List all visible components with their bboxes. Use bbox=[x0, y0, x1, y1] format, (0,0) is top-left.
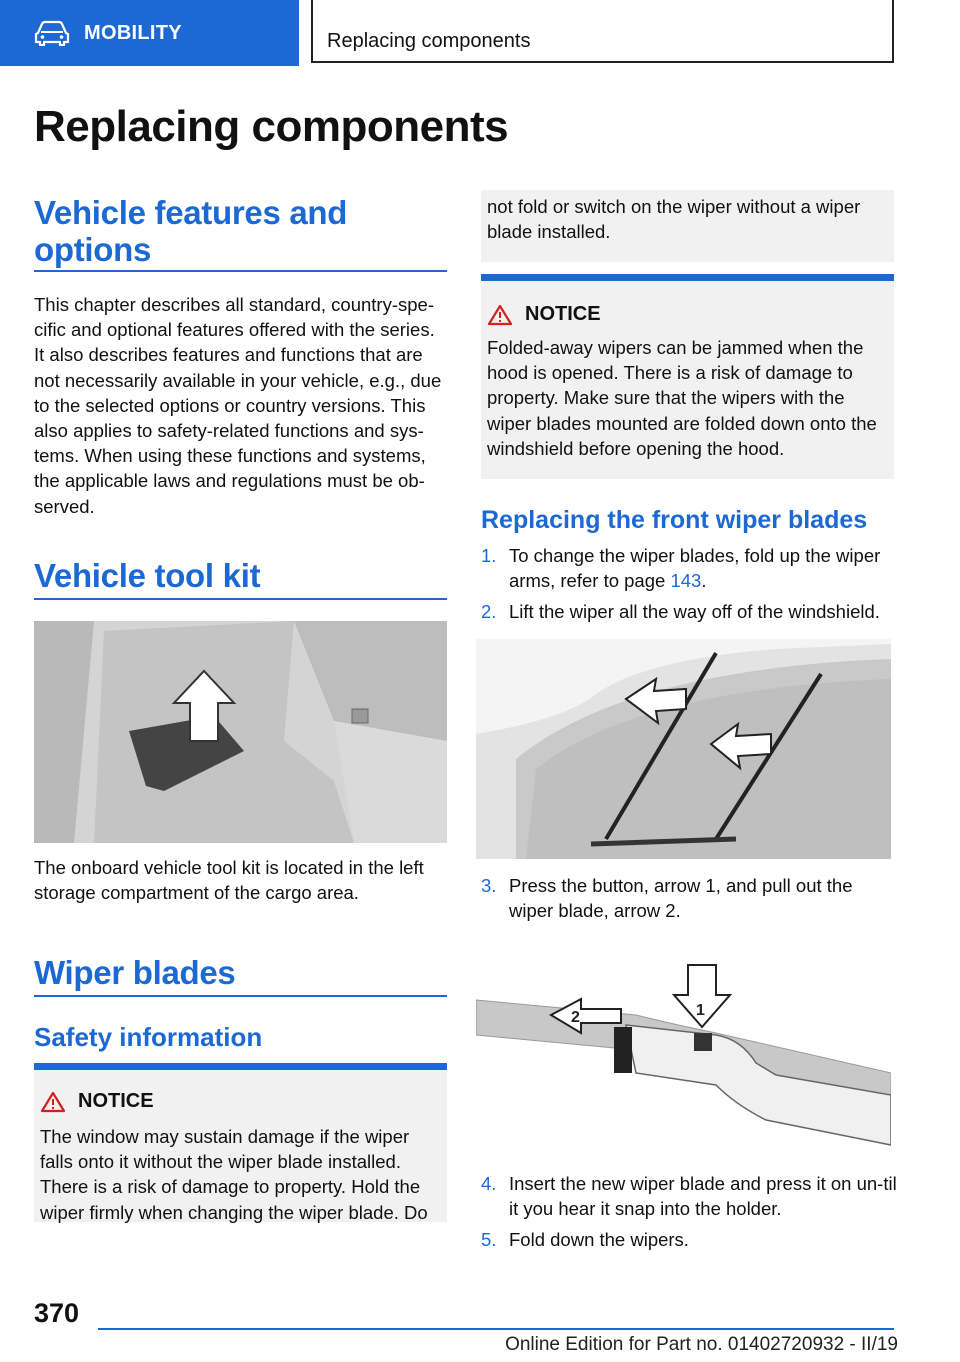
list-item: 1. To change the wiper blades, fold up the wiper arms, refer to page 143. bbox=[481, 545, 881, 592]
notice-text: not fold or switch on the wiper without a wiper blade installed. bbox=[487, 196, 861, 243]
warning-icon bbox=[487, 304, 513, 326]
running-header-title: Replacing components bbox=[327, 30, 531, 52]
features-heading: Vehicle features and options bbox=[34, 194, 348, 268]
notice-text: The window may sustain damage if the wiper falls onto it without the wiper blade installed. There is a risk of damage to property. Hold the wiper firmly when changing the wiper blade. Do bbox=[40, 1126, 428, 1223]
notice-box bbox=[34, 1070, 447, 1222]
notice-box-continued bbox=[481, 190, 894, 262]
running-header bbox=[311, 0, 894, 63]
divider bbox=[34, 995, 447, 997]
features-text: This chapter describes all standard, country-spe-cific and optional features offered with the series. It also describes features and functions that are not necessarily available in your vehicle, e.g., due to the selected options or country versions. This also applies to safety-related functions and sys-tems. When using these functions and systems, the applicable laws and regulations must be ob-served. bbox=[34, 294, 442, 517]
page-number: 370 bbox=[34, 1298, 80, 1328]
list-item: 4. Insert the new wiper blade and press it on un-til it you hear it snap into the holder. bbox=[481, 1173, 897, 1220]
figure-label-1: 1 bbox=[696, 1002, 705, 1019]
wiper-arms-figure bbox=[476, 639, 891, 859]
list-item: 5. Fold down the wipers. bbox=[481, 1229, 689, 1250]
section-label: MOBILITY bbox=[84, 21, 182, 44]
notice-bar bbox=[34, 1063, 447, 1070]
car-icon bbox=[34, 20, 70, 46]
footer-divider bbox=[98, 1328, 894, 1330]
edition-text: Online Edition for Part no. 01402720932 - II/19 bbox=[505, 1334, 898, 1355]
wiper-blade-figure bbox=[476, 955, 891, 1160]
figure-label-2: 2 bbox=[571, 1009, 580, 1026]
warning-icon bbox=[40, 1091, 66, 1113]
divider bbox=[34, 270, 447, 272]
replace-heading: Replacing the front wiper blades bbox=[481, 506, 868, 534]
notice-title: NOTICE bbox=[40, 1090, 154, 1113]
section-tab[interactable] bbox=[0, 0, 299, 66]
safety-heading: Safety information bbox=[34, 1022, 263, 1052]
notice-title: NOTICE bbox=[487, 303, 601, 326]
notice-box bbox=[481, 281, 894, 479]
list-item: 3. Press the button, arrow 1, and pull out the wiper blade, arrow 2. bbox=[481, 875, 853, 922]
page-title: Replacing components bbox=[34, 102, 509, 151]
toolkit-photo bbox=[34, 621, 447, 843]
wiper-heading: Wiper blades bbox=[34, 954, 236, 991]
list-item: 2. Lift the wiper all the way off of the windshield. bbox=[481, 601, 880, 622]
page-link[interactable]: 143 bbox=[670, 570, 702, 592]
toolkit-caption: The onboard vehicle tool kit is located in the left storage compartment of the cargo area. bbox=[34, 857, 424, 904]
divider bbox=[34, 598, 447, 600]
notice-text: Folded-away wipers can be jammed when the hood is opened. There is a risk of damage to property. Make sure that the wipers with the wiper blades mounted are folded down onto the windshield before opening the hood. bbox=[487, 337, 877, 459]
toolkit-heading: Vehicle tool kit bbox=[34, 557, 261, 594]
notice-bar bbox=[481, 274, 894, 281]
